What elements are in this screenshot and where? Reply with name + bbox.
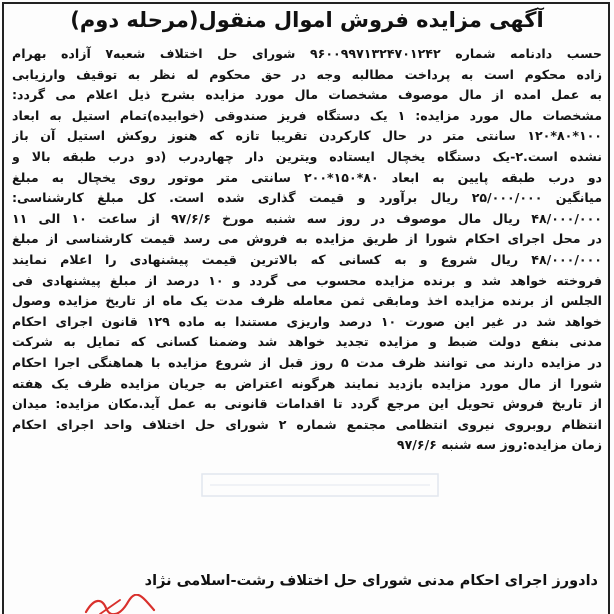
notice-body bbox=[12, 44, 602, 456]
body-line: از تاریخ فروش تحویل این مرجع گردد تا اقدامات قانونی به عمل آید.مکان مزایده: میدان bbox=[12, 396, 602, 412]
body-line: شورا از مال مورد مزایده بازدید نمایند هرگونه اعتراض به جریان مزایده ظرف یک هفته bbox=[12, 375, 602, 391]
body-line: میانگین ۲۵/۰۰۰/۰۰۰ ریال برآورد و قیمت گذاری شده است. کل مبلغ کارشناسی: bbox=[12, 190, 602, 206]
body-line: در مزایده دارند می توانند ظرف مدت ۵ روز قبل از شروع مزایده با هماهنگی اجرا احکام bbox=[12, 354, 602, 370]
body-line: حسب دادنامه شماره ۹۶۰۰۹۹۷۱۳۲۴۷۰۱۲۴۲ شورای حل اختلاف شعبه۷ آزاده بهرام bbox=[12, 46, 602, 61]
stamp-watermark bbox=[200, 470, 440, 500]
body-line: الجلس از برنده مزایده اخذ ومابقی ثمن معامله ظرف مدت یک ماه از تاریخ مزایده وصول bbox=[12, 293, 602, 309]
notice-title: آگهی مزایده فروش اموال منقول(مرحله دوم) bbox=[70, 8, 544, 32]
handwritten-signature-mark-icon bbox=[80, 594, 160, 614]
body-line-last: زمان مزایده:روز سه شنبه ۹۷/۶/۶ bbox=[396, 437, 602, 453]
body-line: مشخصات مال مورد مزایده: ۱ یک دستگاه فریز صندوقی (خوابیده)تمام استیل به ابعاد bbox=[12, 107, 602, 123]
body-line: در محل اجرای احکام شورا از طریق مزایده به فروش می رسد قیمت کارشناسی از مبلغ bbox=[12, 231, 602, 247]
body-line: به عمل امده از مال موصوف مشخصات مال مورد مزایده بشرح ذیل اعلام می گردد: bbox=[12, 87, 602, 103]
body-line: فروخته خواهد شد و برنده مزایده محسوب می گردد و ۱۰ درصد از مبلغ پیشنهادی فی bbox=[12, 272, 602, 288]
body-line: زاده محکوم است به پرداخت مطالبه وجه در حق محکوم له نظر به توقیف وارزیابی bbox=[12, 66, 602, 82]
signature-line: دادورز اجرای احکام مدنی شورای حل اختلاف رشت-اسلامی نژاد bbox=[144, 573, 598, 589]
body-line: ۴۸/۰۰۰/۰۰۰ ریال مال موصوف در روز سه شنبه مورخ ۹۷/۶/۶ از ساعت ۱۰ الی ۱۱ bbox=[12, 210, 602, 226]
body-line: دو درب طبقه پایین به ابعاد ۸۰*۱۵۰*۲۰۰ سانتی متر موتور روی یخچال به مبلغ bbox=[12, 169, 602, 185]
body-line: مدنی بنفع دولت ضبط و مزایده تجدید خواهد شد وضمنا کسانی که تمایل به شرکت bbox=[12, 334, 602, 350]
body-line: ۱۰۰*۸۰*۱۲۰ سانتی متر در حال کارکردن تقریبا تازه که هنوز روکش استیل آن باز bbox=[12, 128, 602, 144]
body-line: انتظام روبروی نیروی انتظامی مجتمع شماره ۲ شورای حل اختلاف واحد اجرای احکام bbox=[12, 416, 602, 432]
body-line: خواهد شد در غیر این صورت ۱۰ درصد واریزی مستندا به ماده ۱۲۹ قانون اجرای احکام bbox=[12, 313, 602, 329]
body-line: نشده است.۲-یک دستگاه یخچال ایستاده ویترین دار چهاردرب (دو درب طبقه بالا و bbox=[12, 148, 602, 164]
body-line: ۴۸/۰۰۰/۰۰۰ ریال شروع و به کسانی که بالاترین قیمت پیشنهادی را اعلام نمایند bbox=[12, 251, 602, 267]
